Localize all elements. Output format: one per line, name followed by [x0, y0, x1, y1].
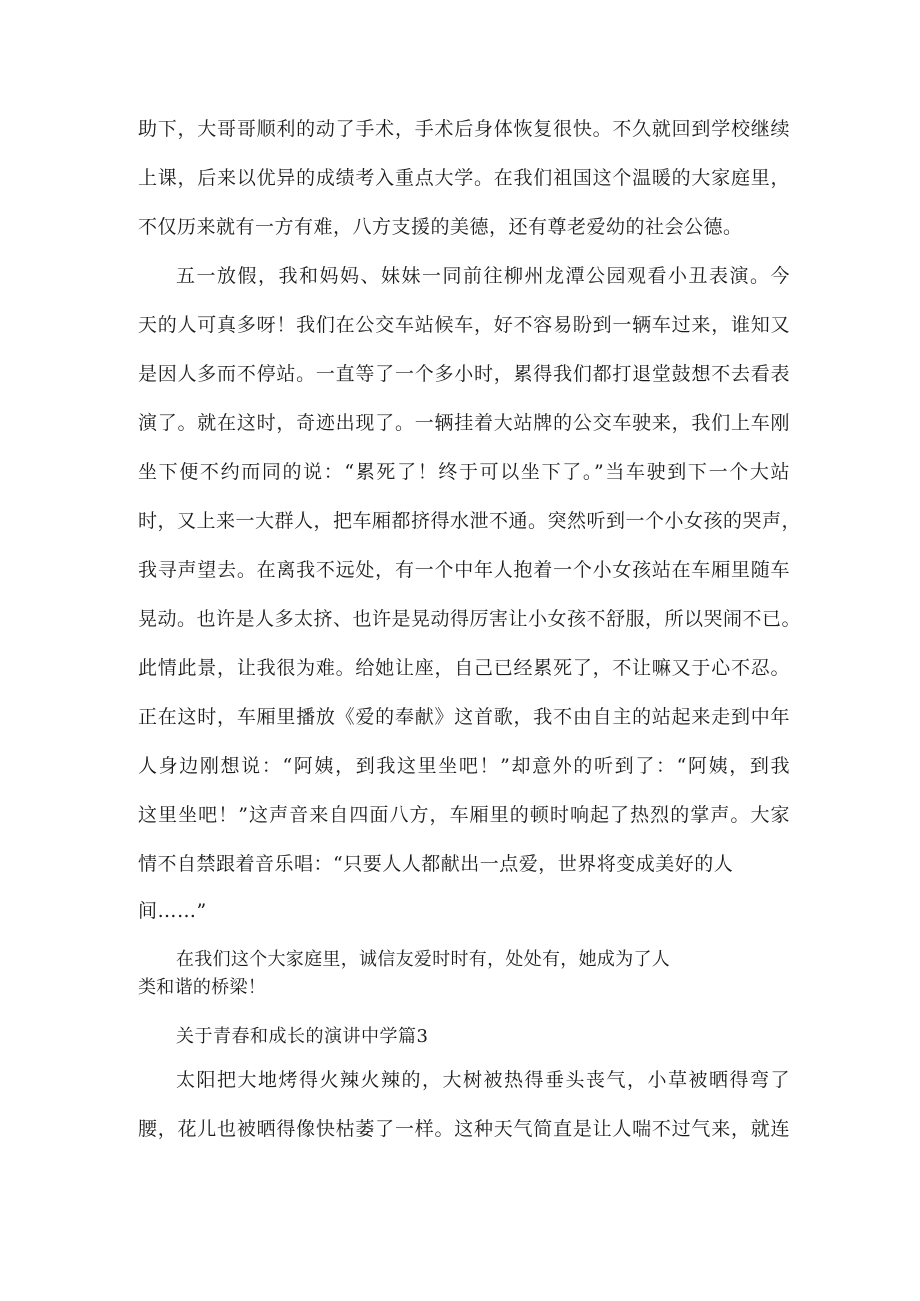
paragraph-2-line-2: 天的人可真多呀！我们在公交车站候车，好不容易盼到一辆车过来，谁知又 — [138, 314, 790, 336]
paragraph-2-line-11: 人身边刚想说：“阿姨，到我这里坐吧！”却意外的听到了：“阿姨，到我 — [138, 755, 790, 777]
paragraph-2-line-1: 五一放假，我和妈妈、妹妹一同前往柳州龙潭公园观看小丑表演。今 — [176, 265, 790, 287]
paragraph-2-line-9: 此情此景，让我很为难。给她让座，自己已经累死了，不让嘛又于心不忍。 — [138, 657, 790, 679]
paragraph-3-line-1: 在我们这个大家庭里，诚信友爱时时有，处处有，她成为了人 — [176, 949, 671, 970]
paragraph-3-line-2: 类和谐的桥梁！ — [138, 977, 267, 998]
paragraph-2-line-10: 正在这时，车厢里播放《爱的奉献》这首歌，我不由自主的站起来走到中年 — [138, 706, 790, 728]
paragraph-2-line-6: 时，又上来一大群人，把车厢都挤得水泄不通。突然听到一个小女孩的哭声， — [138, 510, 802, 532]
paragraph-1-line-2: 上课，后来以优异的成绩考入重点大学。在我们祖国这个温暖的大家庭里， — [138, 167, 790, 189]
paragraph-2-line-3: 是因人多而不停站。一直等了一个多小时，累得我们都打退堂鼓想不去看表 — [138, 363, 790, 385]
paragraph-1-line-3: 不仅历来就有一方有难，八方支援的美德，还有尊老爱幼的社会公德。 — [138, 216, 743, 238]
section-heading: 关于青春和成长的演讲中学篇3 — [176, 1026, 429, 1047]
paragraph-2-line-5: 坐下便不约而同的说：“累死了！终于可以坐下了。”当车驶到下一个大站 — [138, 461, 790, 483]
paragraph-4-line-2: 腰，花儿也被晒得像快枯萎了一样。这种天气简直是让人喘不过气来，就连 — [138, 1118, 790, 1140]
paragraph-2-line-12: 这里坐吧！”这声音来自四面八方，车厢里的顿时响起了热烈的掌声。大家 — [138, 804, 790, 826]
paragraph-2-line-7: 我寻声望去。在离我不远处，有一个中年人抱着一个小女孩站在车厢里随车 — [138, 559, 790, 581]
paragraph-4-line-1: 太阳把大地烤得火辣火辣的，大树被热得垂头丧气，小草被晒得弯了 — [176, 1069, 790, 1091]
paragraph-2-line-13: 情不自禁跟着音乐唱：“只要人人都献出一点爱，世界将变成美好的人 — [138, 853, 734, 875]
paragraph-2-line-8: 晃动。也许是人多太挤、也许是晃动得厉害让小女孩不舒服，所以哭闹不已。 — [138, 608, 802, 630]
paragraph-2-line-14: 间……” — [138, 900, 207, 922]
paragraph-2-line-4: 演了。就在这时，奇迹出现了。一辆挂着大站牌的公交车驶来，我们上车刚 — [138, 412, 790, 434]
paragraph-1-line-1: 助下，大哥哥顺利的动了手术，手术后身体恢复很快。不久就回到学校继续 — [138, 118, 790, 140]
